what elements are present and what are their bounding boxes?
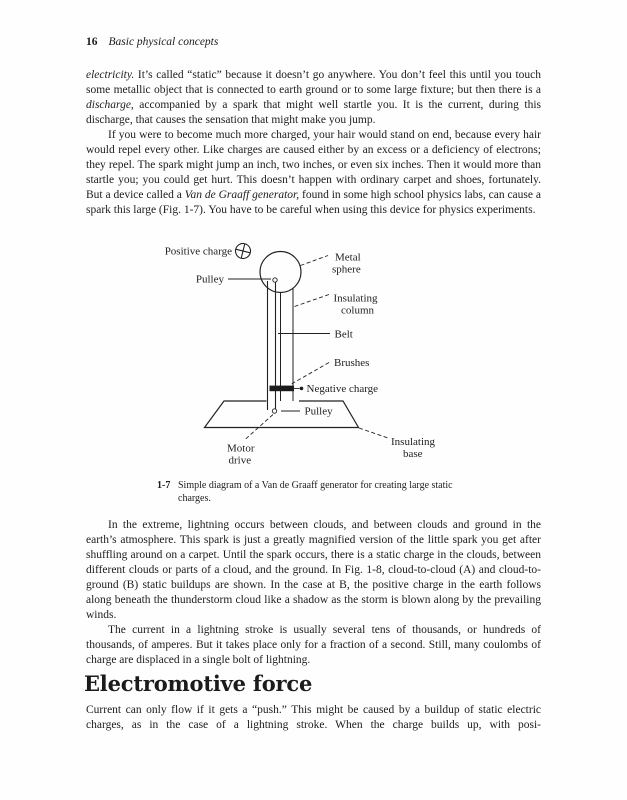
body-text-middle [86,518,541,668]
paragraph-5: Current can only flow if it gets a “push.” This might be caused by a buildup of static electric charges, as in the case of a lightning stroke. When the charge builds up, with posi- [86,704,541,731]
paragraph-4: The current in a lightning stroke is usually several tens of thousands, or hundreds of thousands, of amperes. But it takes place only for a fraction of a second. Still, many coulombs of charge are displaced in a single bolt of lightning. [86,624,541,666]
paragraph-2-text-end: found in some high school physics labs, can cause a spark this large (Fig. 1-7). You have to be careful when using this device for physics experiments. [86,189,541,216]
insulating-column-leader [295,295,330,307]
figure-caption [157,479,467,505]
label-motor-drive-line2: drive [228,454,252,467]
bottom-pulley-shape [272,409,276,413]
label-motor-drive-line1: Motor [227,442,255,455]
metal-sphere-shape [260,252,301,293]
body-text-top [86,68,541,218]
label-insulating-column-line1: Insulating [333,292,378,305]
paragraph-1-text: It’s called “static” because it doesn’t go anywhere. You don’t feel this until you touch some metallic object that is connected to earth ground or to some large fixture; but then there is a [86,69,541,96]
figure-caption-text: Simple diagram of a Van de Graaff generator for creating large static charges. [178,480,453,504]
label-pulley-top: Pulley [195,273,224,286]
label-insulating-column-line2: column [341,304,374,317]
label-positive-charge: Positive charge [164,245,232,258]
italic-van-de-graaff: Van de Graaff generator, [184,189,300,201]
italic-discharge: discharge, [86,99,134,111]
paragraph-1-text-end: accompanied by a spark that might well startle you. It is the current, during this discharge, that causes the sensation that might make you jump. [86,99,541,126]
metal-sphere-leader [301,256,329,266]
negative-charge-dot [300,387,304,391]
label-pulley-bottom: Pulley [304,405,333,418]
label-insulating-base-line2: base [403,448,423,460]
brushes-leader [292,363,330,385]
top-pulley-shape [273,278,277,282]
label-insulating-base-line1: Insulating [391,436,435,448]
page-header [86,36,218,48]
section-heading: Electromotive force [84,671,313,696]
insulating-base-shape [205,401,359,428]
label-negative-charge: Negative charge [306,383,379,395]
label-metal-sphere-line1: Metal [335,251,361,264]
paragraph-1 [86,68,541,128]
van-de-graaff-diagram [0,238,627,474]
running-title: Basic physical concepts [108,36,219,48]
page-number: 16 [86,36,98,48]
label-metal-sphere-line2: sphere [332,263,361,276]
insulating-base-leader [359,428,388,438]
brushes-shape [270,386,295,392]
positive-charge-icon [234,242,252,260]
paragraph-2 [86,128,541,218]
figure-number: 1-7 [157,480,171,491]
paragraph-3: In the extreme, lightning occurs between clouds, and between clouds and ground in the earth’s atmosphere. This spark is just a greatly magnified version of the little spark you get after shuffling around on a carpet. Until the spark occurs, there is a static charge in the clouds, between different clouds or parts of a cloud, and the ground. In Fig. 1-8, cloud-to-cloud (A) and cloud-to-ground (B) static buildups are shown. In the case at B, the positive charge in the earth follows along beneath the thunderstorm cloud like a shadow as the storm is blown along by the prevailing winds. [86,519,541,621]
italic-electricity: electricity. [86,69,135,81]
label-brushes: Brushes [334,357,370,369]
paragraph-2-text: If you were to become much more charged, your hair would stand on end, because every hair would repel every other. Like charges are caused either by an excess or a deficiency of electrons; they repel. The spark might jump an inch, two inches, or even six inches. Then it would more than startle you; you could get hurt. This doesn’t happen with ordinary carpet and shoes, fortunately. But a device called a [86,129,541,201]
label-belt: Belt [334,328,353,341]
